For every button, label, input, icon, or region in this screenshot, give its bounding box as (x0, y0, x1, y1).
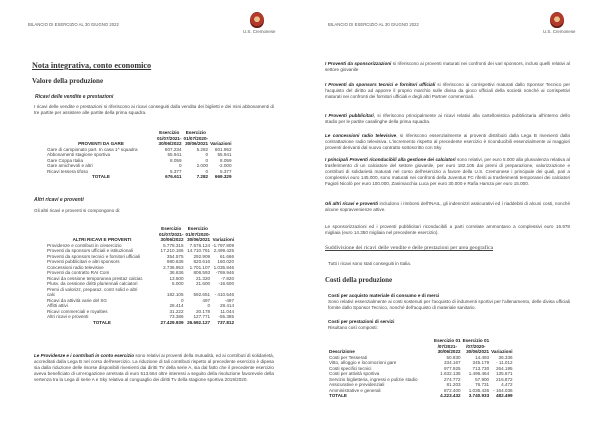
row-label: Plusv. da cessione diritti pluriennali calciatori (47, 281, 138, 286)
row-value: 0 (205, 152, 209, 157)
club-logo (543, 12, 576, 34)
costi-servizi-table (328, 338, 514, 399)
row-value: 820.616 (193, 259, 211, 264)
row-label: Amministrative e generali (329, 387, 381, 393)
section-heading: Valore della produzione (32, 77, 104, 85)
row-value: 31.222 (169, 308, 184, 314)
geo-heading: Suddivisione dei ricavi delle vendite e delle prestazioni per area geografica (325, 245, 494, 251)
row-label: Ricavi tessera tifoso (47, 168, 89, 174)
row-label: Gare amichevoli e altri (47, 163, 93, 168)
col-header: 30/06/2021 (187, 237, 211, 242)
col-header: ALTRI RICAVI E PROVENTI (72, 237, 132, 242)
row-value: 8.059 (170, 157, 182, 163)
row-value: 264.195 (495, 365, 513, 371)
row-value: 5.377 (170, 168, 182, 174)
row-label: Proventi da contratto RAI Com (47, 270, 110, 275)
total-value: 669.329 (214, 174, 232, 179)
row-value: -7.820 (221, 275, 235, 281)
row-value: 8.059 (220, 157, 232, 163)
paragraph: Le sponsorizzazioni ed i proventi pubblicitari riconducibili a parti correlate ammontano a complessivi euro 16.978 migliaia (euro 14.350 migliaia nel precedente esercizio). (325, 224, 570, 236)
paragraph: I ricavi delle vendite e prestazioni si riferiscono ai ricavi conseguiti dalla vendita dei biglietti e dei mini abbonamenti di tre partite per assistere alle partite della prima squadra. (34, 104, 274, 116)
row-label: Servizio biglietteria, ingressi e pulizie stadio (329, 376, 418, 382)
row-label: Proventi da sponsors tecnici e fornitori ufficiali (47, 253, 141, 259)
row-value: -55.385 (218, 314, 235, 319)
emphasis: Le concessioni radio televisive (325, 133, 397, 138)
row-value: 36.636 (169, 270, 184, 275)
row-label: Assicurative e previdenziali (329, 382, 385, 387)
paragraph-text: sono relativi, per euro 5.000 alla plusvalenza relativa al trasferimento di un calciatore del settore giovanile, per euro 182.105 dai premi di preparazione, valorizzazione e contributi di solidarietà maturati nel corso dell'esercizio a favore della U.S. Cremonese i principale dei quali, pari a complessivi euro 145.000, sono maturati nei confronti della Juventus FC riferiti ai trasferimenti temporanei dei calciatori Fagioli Nicolò per euro 100.000, Zanimacchia Luca per euro 30.000 e Rafia Hamza per euro 15.000. (325, 157, 570, 187)
total-value: 676.611 (165, 174, 182, 179)
row-value: 274.772 (443, 376, 461, 382)
col-header: 30/06/2022 (160, 237, 184, 242)
emphasis: I Proventi pubblicitari (325, 113, 374, 118)
row-value: 11.044 (220, 308, 235, 314)
total-label: TOTALE (92, 174, 110, 179)
subsection-heading: Costi per acquisto materiale di consumo e di merci (328, 293, 440, 298)
total-value: 4.223.432 (440, 393, 461, 398)
col-header: PROVENTI DA GARE (78, 141, 124, 146)
section-heading: Costi della produzione (325, 276, 393, 284)
row-value: 14.710.761 (187, 248, 211, 253)
row-label: Ricavi da cessione temporanea prestaz calciat. (47, 275, 144, 281)
row-label: Altri ricavi e proventi (47, 314, 89, 319)
row-value: 592.651 (193, 292, 211, 297)
row-value: 73.386 (169, 314, 184, 319)
row-value: 0 (178, 163, 182, 168)
total-label: TOTALE (93, 319, 111, 325)
row-value: 20.178 (196, 308, 211, 314)
club-crest-icon (250, 12, 264, 28)
logo-text: U.S. Cremonese (243, 29, 276, 34)
row-value: 2.000 (196, 163, 209, 168)
row-value: 2.499.425 (213, 248, 235, 253)
row-value: 713.730 (472, 365, 490, 371)
row-value: 601.952 (214, 146, 232, 152)
page-title: Nota integrativa, conto economico (32, 61, 152, 70)
logo-text: U.S. Cremonese (543, 29, 576, 34)
row-value: 354.575 (166, 253, 184, 259)
row-value: 36.336 (498, 354, 513, 360)
row-label: Concessioni radio televisive (47, 264, 104, 270)
subsection-heading: Altri ricavi e proventi (34, 197, 84, 203)
row-value: 5.000 (172, 281, 184, 286)
row-value: 607.234 (164, 146, 182, 152)
col-header: Variazioni (210, 141, 232, 146)
total-value: 27.429.939 (160, 319, 184, 325)
row-value: 28.414 (169, 303, 184, 308)
row-value: 81.203 (446, 382, 461, 387)
row-value: -769.946 (215, 270, 235, 275)
paragraph-text: sono relativi ai proventi della mutualità, ed ai contributi di solidarietà, accreditati dalla Lega B nel corso dell'esercizio. La riduzione di tali contributi rispetto al precedente esercizio è dipesa sia dalla riduzione delle risorse disponibili rivenienti dai diritti TV della serie A, sia dal fatto che il precedente esercizio aveva beneficiato di un'erogazione arretrata di euro 513.664 oltre interessi a seguito della risoluzione favorevole della vertenza tra la Lega di serie A e Sky relativa al conguaglio dei diritti Tv della stagione sportiva 2019/2020. (34, 353, 274, 383)
col-header: Esercizio 01 (434, 338, 461, 343)
club-crest-icon (550, 12, 564, 28)
row-label: Gare di campionato part. In casa 1^ squadra (47, 146, 138, 152)
paragraph (325, 133, 570, 151)
total-value: 482.499 (495, 393, 513, 398)
row-value: -16.600 (218, 281, 235, 286)
row-label: Proventi da sponsors ufficiali e istituzionali (47, 248, 133, 253)
row-value: 980.636 (166, 259, 184, 264)
page-right (300, 0, 600, 424)
row-value: 0 (180, 297, 184, 303)
row-value: 55.941 (217, 152, 232, 157)
paragraph (325, 61, 570, 73)
col-header: 30/06/2022 (158, 141, 182, 146)
row-value: 1.035.846 (213, 264, 235, 270)
paragraph: Gli altri ricavi e proventi si compongono di: (34, 208, 121, 213)
paragraph-text: si riferiscono ai proventi maturati nei confronti dei vari sponsors, inclusi quelli relativi al settore giovanile (325, 61, 570, 73)
paragraph (325, 82, 570, 100)
row-value: -497 (224, 297, 235, 303)
col-header: Esercizio 01 (462, 338, 490, 343)
row-value: 806.593 (193, 270, 211, 275)
row-value: 13.500 (169, 275, 184, 281)
row-label: Proventi pubblicitari e altri sponsors (47, 259, 120, 264)
emphasis: I Proventi da sponsors tecnici e fornitori ufficiali (325, 82, 436, 87)
total-value: 3.740.933 (468, 393, 490, 398)
paragraph: Sono relativi essenzialmente ai costi sostenuti per l'acquisto di indumenti sportivi per l'allenamento, delle divisa ufficiali fornite dallo Sponsor Tecnico, nonché dell'acquisto di materiale sanitario. (328, 299, 570, 311)
paragraph (325, 113, 570, 125)
row-value: 292.909 (193, 253, 211, 259)
row-value: 5.778.315 (163, 242, 184, 248)
paragraph (325, 201, 570, 213)
paragraph: Risultano così composti: (328, 325, 378, 330)
paragraph-text: includono i rimborsi dell'INAIL, gli indennizzi assicurativi ed i riaddebiti di alcuni costi, nonché alcune sopravvenienze attive. (325, 201, 570, 213)
table-total-row (46, 174, 233, 180)
row-label: Ricavi da attività varie del SG (47, 297, 107, 303)
row-value: 135.671 (495, 371, 513, 376)
subsection-heading: Ricavi delle vendite e prestazioni (35, 94, 114, 100)
running-header: BILANCIO DI ESERCIZIO AL 30 GIUGNO 2022 (28, 22, 119, 27)
row-value: - 164.036 (493, 387, 513, 393)
table-total-row (46, 320, 235, 326)
proventi-gare-table (46, 130, 233, 180)
row-value: 55.941 (167, 152, 182, 157)
row-value: 160.020 (217, 259, 235, 264)
emphasis: Gli altri ricavi e proventi (325, 201, 379, 206)
altri-ricavi-table (46, 226, 235, 325)
row-label: Vitto, alloggio e locomozioni gare (329, 360, 397, 365)
row-value: 5.377 (220, 168, 232, 174)
col-header: 30/06/2021 (185, 141, 209, 146)
row-value: 21.600 (196, 281, 211, 286)
col-header: Esercizio (161, 226, 182, 231)
subsection-heading: Costi per prestazioni di servizi (328, 319, 395, 324)
row-value: 2.736.953 (163, 264, 184, 270)
row-label: Costi per Tesserati (329, 354, 367, 360)
row-value: 216.872 (495, 376, 513, 382)
row-value: 1.701.107 (189, 264, 211, 270)
col-header: 01/07/2021- (159, 231, 184, 237)
row-value: 345.179 (472, 360, 490, 365)
paragraph (325, 157, 570, 187)
paragraph-text: , si riferiscono principalmente ai ricavi relativi alla cartellonistica pubblicitaria all'interno dello stadio per le partite casalinghe della prima squadra. (325, 113, 570, 125)
row-value: 497 (202, 297, 211, 303)
row-value: 1.036.436 (468, 387, 490, 393)
row-value: 127.771 (193, 314, 211, 319)
running-header: BILANCIO DI ESERCIZIO AL 30 GIUGNO 2022 (328, 22, 419, 27)
col-header: Esercizio (185, 130, 206, 135)
row-value: 0 (205, 157, 209, 163)
paragraph-text: si riferiscono ai corrispettivi maturati dallo Sponsor Tecnico per l'acquisto del diritto ad apporre il proprio marchio sulle divisa da gioco ufficiali della società nonché ai corrispettivi maturati nei confronti dei fornitori ufficiali e degli altri Partner commerciali. (325, 82, 570, 100)
col-header: 01/07/2020- (185, 231, 211, 237)
col-header: Descrizione (329, 349, 355, 354)
row-value: -2.000 (218, 163, 232, 168)
row-value: 1.496.464 (468, 371, 490, 376)
total-label: TOTALE (329, 393, 347, 398)
col-header: Esercizio (187, 226, 208, 231)
row-label: calc (47, 292, 56, 297)
row-label: Costi specifici tecnici (329, 365, 372, 371)
row-value: 5.282 (196, 146, 209, 152)
row-value: 182.105 (166, 292, 184, 297)
row-label: Abbonamenti stagione sportiva (47, 152, 111, 157)
row-value: 28.414 (219, 303, 235, 308)
total-value: 26.692.127 (187, 319, 211, 325)
paragraph: Tutti i ricavi sono stati conseguiti in Italia. (328, 261, 412, 266)
col-header: Variazioni (212, 237, 235, 242)
row-value: 7.576.124 (189, 242, 211, 248)
row-label: Costi per attività sportiva (329, 371, 380, 376)
row-value: 977.925 (443, 365, 461, 371)
col-header: 01/07/2021- (157, 135, 182, 141)
club-logo (243, 12, 276, 34)
col-header: /07/2020- (466, 343, 486, 349)
row-value: - 11.012 (496, 360, 513, 365)
table-total-row (328, 393, 514, 399)
row-value: 57.900 (475, 376, 490, 382)
row-label: Affitti attivi (47, 303, 68, 308)
row-value: 872.400 (443, 387, 461, 393)
row-value: 1.632.135 (440, 371, 461, 376)
col-header: /07/2021- (437, 343, 457, 349)
col-header: Esercizio (159, 130, 180, 135)
emphasis: I Proventi da sponsorizzazioni (325, 61, 392, 66)
row-label: Premi di valorizz, preparaz. contr solid e altri (47, 286, 138, 292)
row-value: 61.666 (219, 253, 235, 259)
row-value: 76.731 (475, 382, 490, 387)
paragraph (34, 353, 274, 383)
total-value: 737.812 (217, 319, 235, 325)
col-header: Variazioni (491, 349, 513, 354)
row-label: Ricavi commerciali e royalties (47, 308, 108, 314)
row-label: Gare Coppa Italia (47, 157, 84, 163)
row-value: 14.493 (475, 354, 490, 360)
row-value: 50.830 (446, 354, 461, 360)
emphasis: I principali Proventi riconducibili alla gestione dei calciatori (325, 157, 456, 162)
row-value: - 410.546 (214, 292, 235, 297)
row-value: 0 (207, 303, 211, 308)
row-value: 21.320 (196, 275, 211, 281)
row-value: 17.210.186 (160, 248, 184, 253)
col-header: 30/06/2021 (466, 349, 490, 354)
row-value: -1.797.809 (212, 242, 235, 248)
row-value: 0 (205, 168, 209, 174)
emphasis: Le Providenze e i contributi in conto esercizio (34, 353, 135, 358)
row-label: Providenze e contributi in c/esercizio (47, 242, 122, 248)
paragraph-text: , si riferiscono essenzialmente ai proventi distribuiti dalla Lega B rivenienti dalla contrattazione radio televisiva. L'incremento rispetto al precedente esercizio è riconducibili essenzialmente ai maggiori proventi derivanti dal nuovo contratto sottoscritto con Sky (325, 133, 570, 151)
col-header: 01/07/2020- (183, 135, 209, 141)
col-header: 30/06/2022 (437, 349, 461, 354)
row-value: 334.167 (443, 360, 461, 365)
row-value: 4.472 (501, 382, 513, 387)
total-value: 7.282 (196, 174, 209, 179)
